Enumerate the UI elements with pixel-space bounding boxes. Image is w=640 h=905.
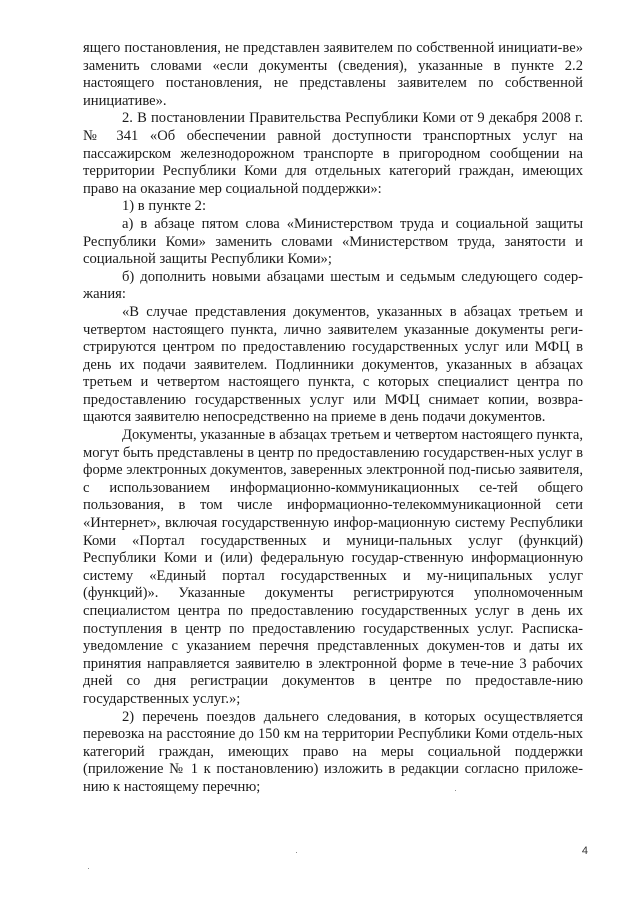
paragraph-subitem-2: 2) перечень поездов дальнего следования, в которых осуществляется перевозка на расстояние до 150 км на территории Республики Коми отдель-ных категорий граждан, имеющих право на меры социальной поддержки (приложение № 1 к постановлению) изложить в редакции согласно приложе-нию к настоящему перечню; [83, 708, 583, 795]
paragraph-subitem-b: б) дополнить новыми абзацами шестым и седьмым следующего содер-жания: [83, 268, 583, 303]
paragraph-continuation: ящего постановления, не представлен заявителем по собственной инициати-ве» заменить словами «если документы (сведения), указанные в пункте 2.2 настоящего постановления, не представлены заявителем по собственной инициативе». [83, 40, 583, 109]
scan-speck [455, 790, 456, 791]
paragraph-subitem-a: а) в абзаце пятом слова «Министерством труда и социальной защиты Республики Коми» заменить словами «Министерством труда, занятости и социальной защиты Республики Коми»; [83, 215, 583, 268]
paragraph-item-2: 2. В постановлении Правительства Республики Коми от 9 декабря 2008 г. № 341 «Об обеспечении равной доступности транспортных услуг на пассажирском железнодорожном транспорте в пригородном сообщении на территории Республики Коми для отдельных категорий граждан, имеющих право на оказание мер социальной поддержки»: [83, 110, 583, 197]
page-number: 4 [581, 845, 588, 857]
paragraph-quote-1: «В случае представления документов, указанных в абзацах третьем и четвертом настоящего пункта, лично заявителем указанные документы реги-стрируются центром по предоставлению государственных услуг или МФЦ в день их подачи заявителем. Подлинники документов, указанных в абзацах третьем и четвертом настоящего пункта, с которых специалист центра по предоставлению государственных услуг или МФЦ снимает копии, возвра-щаются заявителю непосредственно на приеме в день подачи документов. [83, 303, 583, 426]
scan-speck [88, 868, 89, 869]
document-body [83, 40, 583, 797]
scan-speck [296, 852, 297, 853]
paragraph-quote-2: Документы, указанные в абзацах третьем и четвертом настоящего пункта, могут быть представлены в центр по предоставлению государствен-ных услуг в форме электронных документов, заверенных электронной под-писью заявителя, с использованием информационно-коммуникационных се-тей общего пользования, в том числе информационно-телекоммуникационной сети «Интернет», включая государственную инфор-мационную систему Республики Коми «Портал государственных и муници-пальных услуг (функций) Республики Коми и (или) федеральную государ-ственную информационную систему «Единый портал государственных и му-ниципальных услуг (функций)». Указанные документы регистрируются уполномоченным специалистом центра по предоставлению государственных услуг в день их поступления в центр по предоставлению государственных услуг. Расписка-уведомление с указанием перечня представленных докумен-тов и даты их принятия направляется заявителю в электронной форме в тече-ние 3 рабочих дней со дня регистрации документов в центре по предоставле-нию государственных услуг.»; [83, 427, 583, 707]
paragraph-subitem-1: 1) в пункте 2: [122, 198, 207, 215]
